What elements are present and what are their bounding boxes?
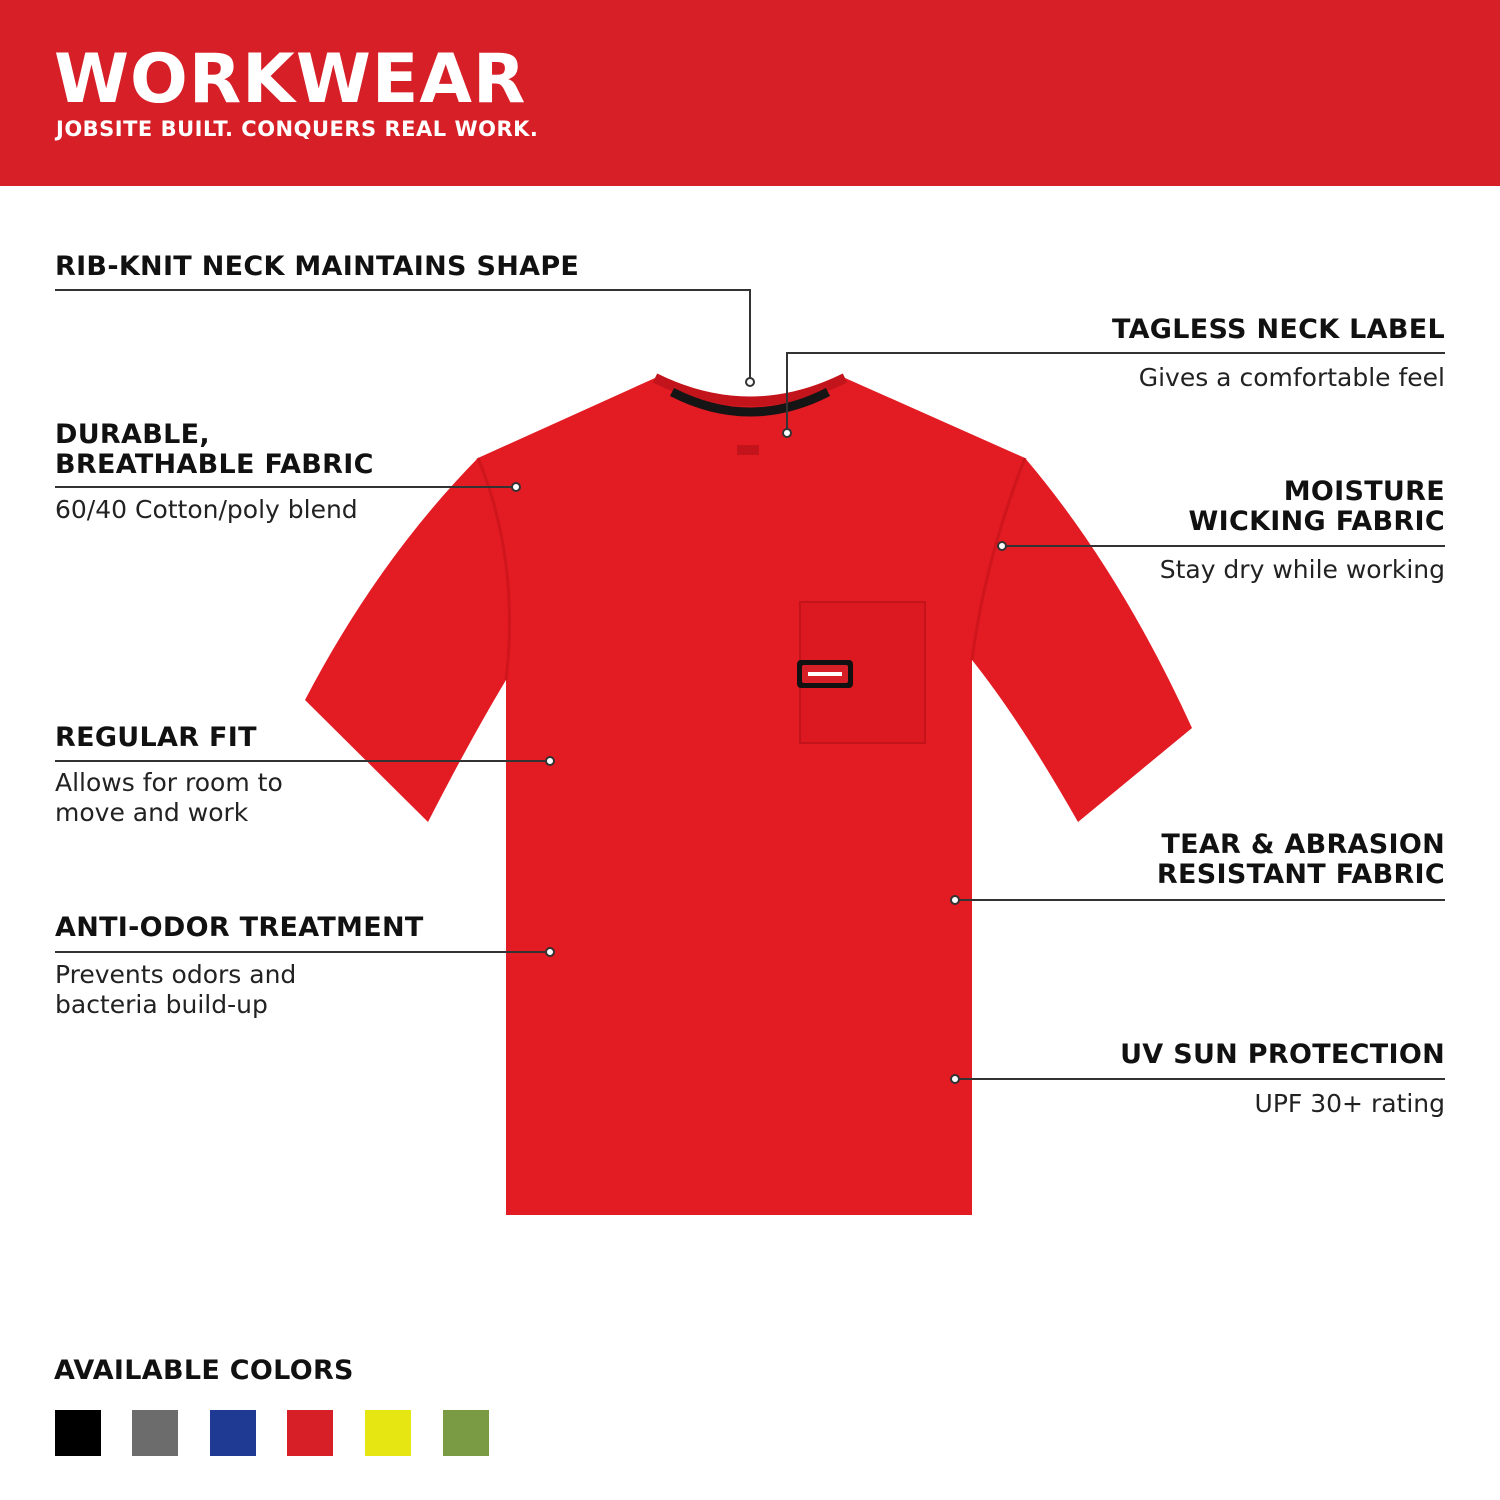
brand-logo-patch-icon — [797, 660, 853, 688]
color-swatch-black[interactable] — [55, 1410, 101, 1456]
feature-uv-protection-title: UV SUN PROTECTION — [1120, 1039, 1445, 1070]
feature-regular-fit-title: REGULAR FIT — [55, 722, 257, 753]
color-swatch-gray[interactable] — [132, 1410, 178, 1456]
header-tagline: JOBSITE BUILT. CONQUERS REAL WORK. — [56, 117, 539, 141]
feature-regular-fit-desc: Allows for room to move and work — [55, 768, 283, 827]
color-swatch-red[interactable] — [287, 1410, 333, 1456]
feature-rib-knit-neck-title: RIB-KNIT NECK MAINTAINS SHAPE — [55, 251, 580, 282]
feature-durable-fabric-desc: 60/40 Cotton/poly blend — [55, 495, 358, 524]
feature-moisture-wicking-desc: Stay dry while working — [1159, 555, 1445, 584]
feature-uv-protection-desc: UPF 30+ rating — [1254, 1089, 1445, 1118]
feature-anti-odor-title: ANTI-ODOR TREATMENT — [55, 912, 424, 943]
feature-tagless-label-title: TAGLESS NECK LABEL — [1111, 314, 1445, 345]
feature-anti-odor-desc: Prevents odors and bacteria build-up — [55, 960, 297, 1019]
feature-tear-abrasion-title: TEAR & ABRASION RESISTANT FABRIC — [1156, 829, 1445, 890]
header-title: WORKWEAR — [54, 40, 527, 119]
color-swatch-blue[interactable] — [210, 1410, 256, 1456]
color-swatch-green[interactable] — [443, 1410, 489, 1456]
feature-moisture-wicking-title: MOISTURE WICKING FABRIC — [1188, 476, 1445, 537]
color-swatch-yellow[interactable] — [365, 1410, 411, 1456]
available-colors-title: AVAILABLE COLORS — [54, 1355, 354, 1386]
feature-durable-fabric-title: DURABLE, BREATHABLE FABRIC — [55, 419, 374, 480]
feature-tagless-label-desc: Gives a comfortable feel — [1138, 363, 1445, 392]
